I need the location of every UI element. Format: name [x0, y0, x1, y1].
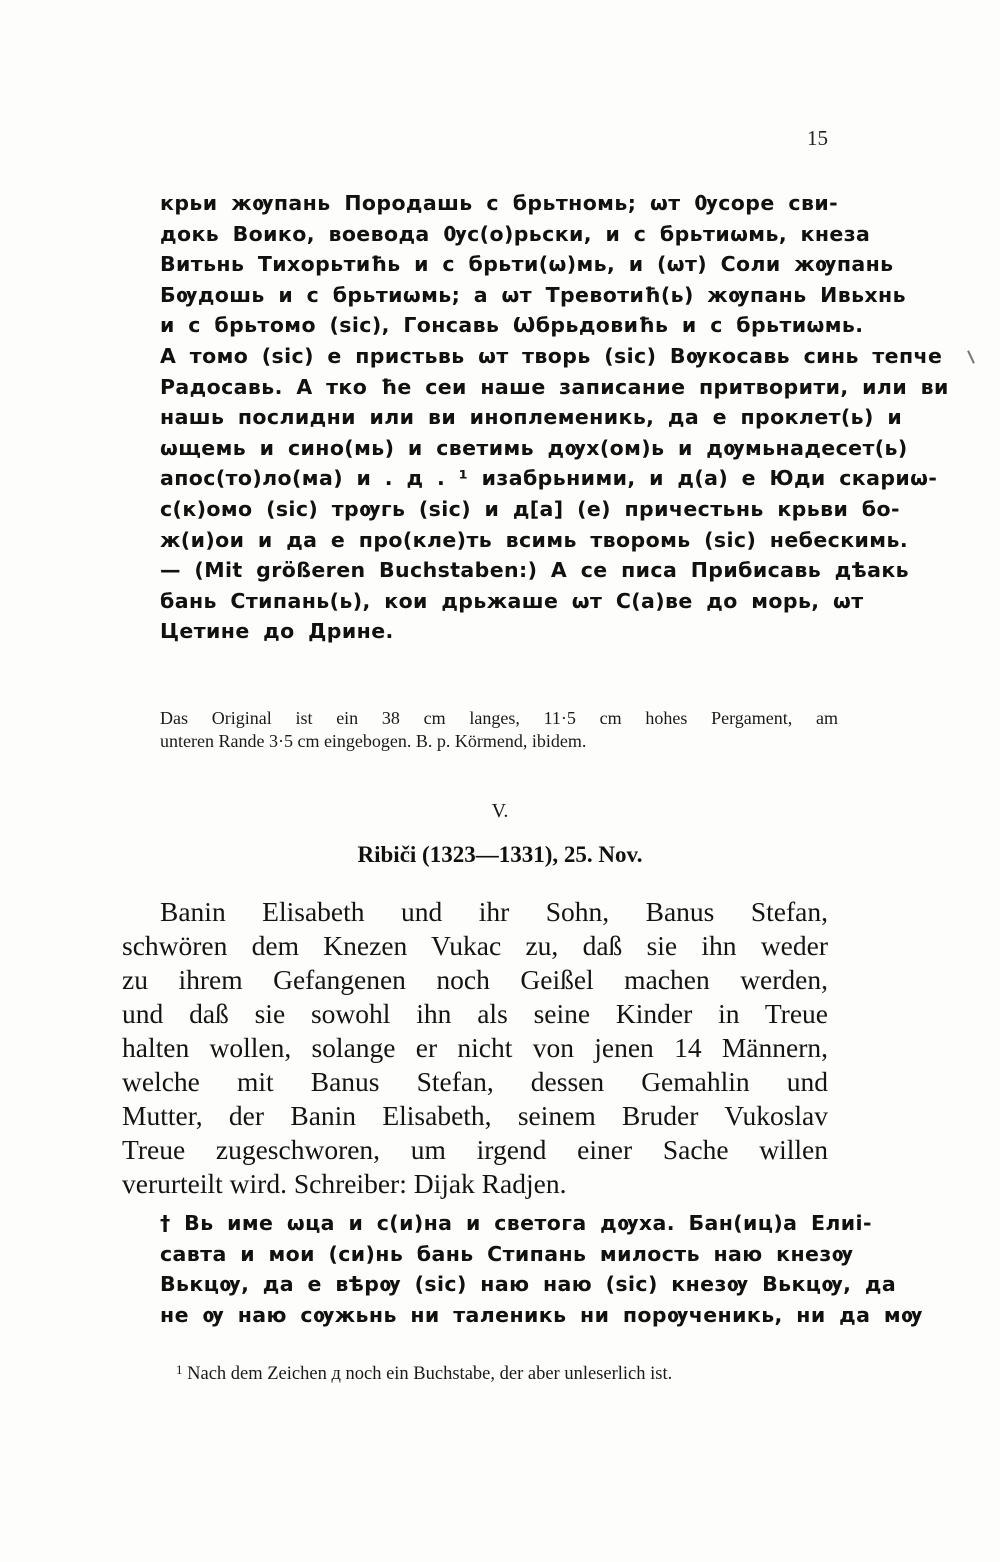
document-summary [122, 895, 828, 1201]
summary-line: verurteilt wird. Schreiber: Dijak Radjen. [122, 1168, 567, 1199]
charter-line: Бѹдошь и с брьтиѡмь; а ѡт Тревотиħ(ь) жѹпань Ивьхнь [160, 282, 906, 307]
page-number: 15 [807, 126, 828, 150]
charter-line: ж(и)ои и да е про(кле)ть всимь творомь (sic) небескимь. [160, 527, 909, 552]
footnote-text: Nach dem Zeichen д noch ein Buchstabe, der aber unleserlich ist. [187, 1364, 673, 1384]
summary-line: Mutter, der Banin Elisabeth, seinem Bruder Vukoslav [122, 1100, 828, 1131]
charter-line: апос(то)ло(ма) и . д . ¹ изабрьними, и д(а) е Юди скариѡ- [160, 466, 938, 491]
charter-line: крьи жѹпань Породашь с брьтномь; ѡт Ѹсоре сви- [160, 191, 838, 215]
charter-line: и с брьтомо (sic), Гонсавь Ѡбрьдовиħь и с брьтиѡмь. [160, 313, 864, 338]
section-heading: Ribiči (1323—1331), 25. Nov. [357, 842, 643, 867]
charter-line: Вькцѹ, да е вѣрѹ (sic) наю наю (sic) кнезѹ Вькцѹ, да [160, 1272, 897, 1297]
charter-line: — (Mit größeren Buchstaben:) А се писа Прибисавь дѣакь [160, 558, 910, 583]
summary-line: schwören dem Knezen Vukac zu, daß sie ihn weder [122, 930, 828, 961]
charter-line: не ѹ наю сѹжьнь ни таленикь ни порѹченикь, ни да мѹ [160, 1302, 923, 1327]
summary-line: Treue zugeschworen, um irgend einer Sache willen [122, 1134, 828, 1165]
charter-line: † Вь име ѡца и с(и)на и светога дѹха. Бан(иц)а Елиі- [160, 1211, 872, 1235]
editorial-note [160, 707, 838, 753]
footnote-marker: 1 [176, 1362, 183, 1377]
summary-line: halten wollen, solange er nicht von jenen 14 Männern, [122, 1032, 828, 1063]
footnote [176, 1358, 838, 1386]
charter-continued-text [160, 188, 949, 647]
charter-line: А томо (sic) е пристьвь ѡт творь (sic) Вѹкосавь синь тепче [160, 343, 943, 368]
margin-mark [967, 350, 975, 364]
section-numeral: V. [491, 800, 509, 822]
charter-line: ѡщемь и сино(мь) и светимь дѹх(ом)ь и дѹмьнадесет(ь) [160, 435, 908, 460]
charter-line: савта и мои (си)нь бань Стипань милость наю кнезѹ [160, 1241, 854, 1266]
summary-line: und daß sie sowohl ihn als seine Kinder in Treue [122, 998, 828, 1029]
note-line: unteren Rande 3·5 cm eingebogen. B. p. Körmend, ibidem. [160, 731, 587, 751]
charter-line: нашь послидни или ви иноплеменикь, да е проклет(ь) и [160, 405, 903, 430]
charter-text [160, 1208, 923, 1330]
charter-line: с(к)омо (sic) трѹгь (sic) и д[а] (е) причестьнь крьви бо- [160, 496, 900, 521]
charter-line: бань Стипань(ь), кои дрьжаше ѡт С(а)ве до морь, ѡт [160, 588, 864, 613]
charter-line: Витьнь Тихорьтиħь и с брьти(ѡ)мь, и (ѡт) Соли жѹпань [160, 252, 894, 277]
summary-line: Banin Elisabeth und ihr Sohn, Banus Stefan, [160, 896, 828, 927]
summary-line: zu ihrem Gefangenen noch Geißel machen werden, [122, 964, 828, 995]
charter-line: Цетине до Дрине. [160, 619, 394, 644]
summary-line: welche mit Banus Stefan, dessen Gemahlin und [122, 1066, 828, 1097]
charter-line: докь Воико, воевода Ѹс(о)рьски, и с брьтиѡмь, кнеза [160, 221, 871, 246]
charter-line: Радосавь. А тко ħе сеи наше записание притворити, или ви [160, 374, 949, 399]
note-line: Das Original ist ein 38 cm langes, 11·5 cm hohes Pergament, am [160, 708, 838, 728]
